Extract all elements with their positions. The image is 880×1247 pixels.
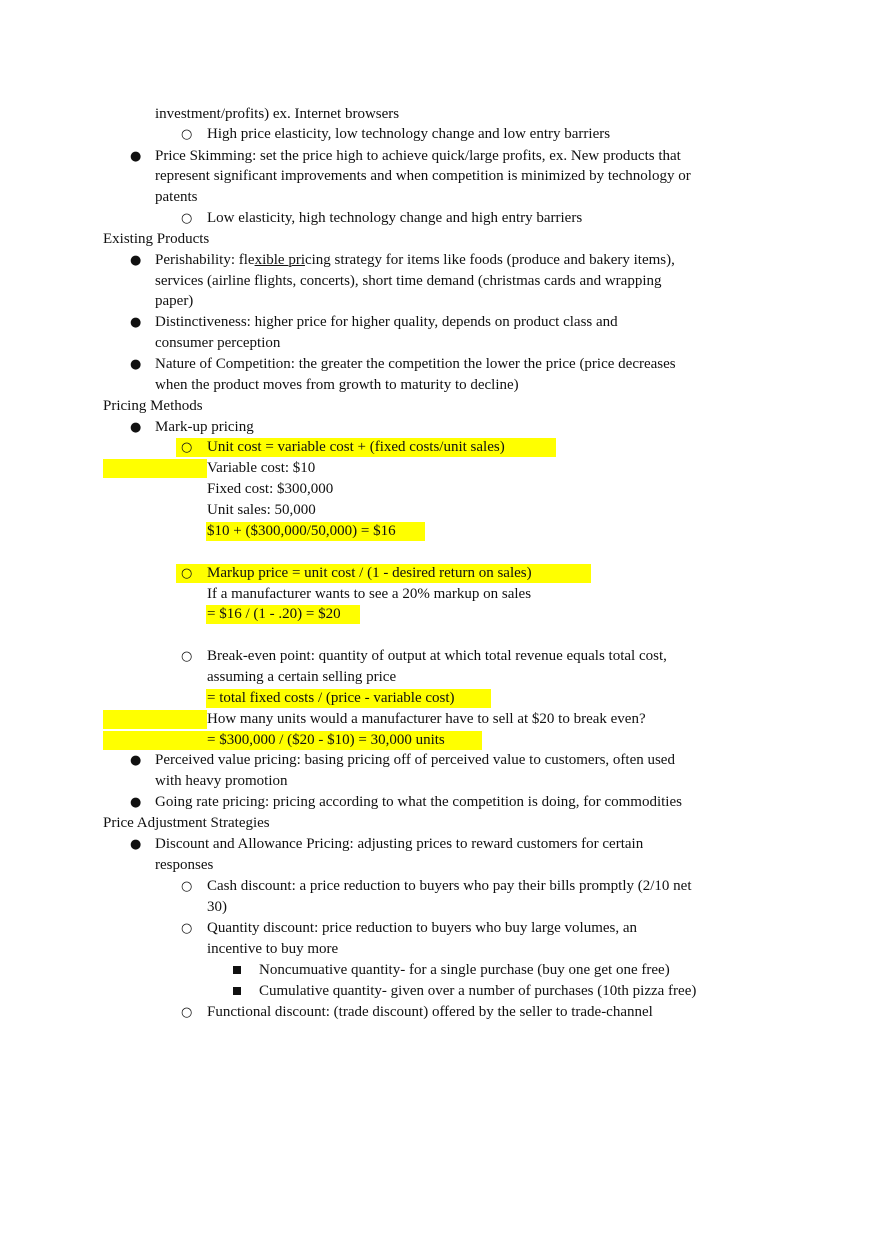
square-bullet-icon	[233, 987, 241, 995]
perishability-line-3: paper)	[155, 293, 194, 309]
bullet-icon: ●	[130, 795, 142, 810]
break-even-line-1: Break-even point: quantity of output at which total revenue equals total cost,	[207, 648, 667, 664]
going-rate-line: Going rate pricing: pricing according to what the competition is doing, for commodities	[155, 794, 682, 810]
bullet-icon: ●	[130, 357, 142, 372]
noncumulative-line: Noncumuative quantity- for a single purchase (buy one get one free)	[259, 962, 670, 978]
perishability-line-1	[155, 250, 675, 271]
perceived-value-line-1: Perceived value pricing: basing pricing off of perceived value to customers, often used	[155, 752, 675, 768]
fixed-cost-line: Fixed cost: $300,000	[207, 481, 334, 497]
skimming-line-2: represent significant improvements and when competition is minimized by technology or	[155, 168, 691, 184]
hollow-bullet-icon: ○	[181, 440, 193, 455]
discount-allowance-line-1: Discount and Allowance Pricing: adjusting prices to reward customers for certain	[155, 836, 644, 852]
skimming-line-3: patents	[155, 189, 198, 205]
hollow-bullet-icon: ○	[181, 649, 193, 664]
unit-cost-calculation: $10 + ($300,000/50,000) = $16	[207, 523, 396, 539]
break-even-question: How many units would a manufacturer have to sell at $20 to break even?	[207, 711, 646, 727]
perishability-line-2: services (airline flights, concerts), short time demand (christmas cards and wrapping	[155, 273, 662, 289]
penetration-subpoint: High price elasticity, low technology change and low entry barriers	[207, 126, 611, 142]
highlight-be-question-margin	[103, 710, 207, 729]
break-even-formula: = total fixed costs / (price - variable cost)	[207, 690, 455, 706]
variable-cost-line: Variable cost: $10	[207, 460, 316, 476]
existing-products-heading: Existing Products	[103, 231, 210, 247]
perceived-value-line-2: with heavy promotion	[155, 773, 288, 789]
cash-discount-line-2: 30)	[207, 899, 227, 915]
hollow-bullet-icon: ○	[181, 566, 193, 581]
bullet-icon: ●	[130, 253, 142, 268]
bullet-icon: ●	[130, 149, 142, 164]
markup-question: If a manufacturer wants to see a 20% markup on sales	[207, 586, 532, 602]
markup-calculation: = $16 / (1 - .20) = $20	[207, 606, 341, 622]
skimming-line-1: Price Skimming: set the price high to achieve quick/large profits, ex. New products that	[155, 148, 681, 164]
unit-cost-formula: Unit cost = variable cost + (fixed costs/unit sales)	[207, 439, 505, 455]
discount-allowance-line-2: responses	[155, 857, 214, 873]
distinctiveness-line-2: consumer perception	[155, 335, 281, 351]
cash-discount-line-1: Cash discount: a price reduction to buyers who pay their bills promptly (2/10 net	[207, 878, 692, 894]
hollow-bullet-icon: ○	[181, 921, 193, 936]
pricing-methods-heading: Pricing Methods	[103, 398, 203, 414]
skimming-subpoint: Low elasticity, high technology change and high entry barriers	[207, 210, 583, 226]
functional-discount-line: Functional discount: (trade discount) offered by the seller to trade-channel	[207, 1004, 653, 1020]
penetration-continuation: investment/profits) ex. Internet browsers	[155, 106, 400, 122]
break-even-calculation: = $300,000 / ($20 - $10) = 30,000 units	[207, 732, 445, 748]
markup-price-formula: Markup price = unit cost / (1 - desired return on sales)	[207, 565, 532, 581]
quantity-discount-line-1: Quantity discount: price reduction to buyers who buy large volumes, an	[207, 920, 638, 936]
perishability-underlined-text: xible pri	[254, 252, 305, 268]
highlight-variable-cost-margin	[103, 459, 207, 478]
bullet-icon: ●	[130, 315, 142, 330]
competition-line-1: Nature of Competition: the greater the competition the lower the price (price decreases	[155, 356, 676, 372]
quantity-discount-line-2: incentive to buy more	[207, 941, 339, 957]
hollow-bullet-icon: ○	[181, 1005, 193, 1020]
cumulative-line: Cumulative quantity- given over a number of purchases (10th pizza free)	[259, 983, 697, 999]
perishability-text-c: cing strategy for items like foods (produce and bakery items),	[304, 252, 675, 268]
bullet-icon: ●	[130, 420, 142, 435]
bullet-icon: ●	[130, 837, 142, 852]
break-even-line-2: assuming a certain selling price	[207, 669, 397, 685]
square-bullet-icon	[233, 966, 241, 974]
price-adjustment-heading: Price Adjustment Strategies	[103, 815, 270, 831]
distinctiveness-line-1: Distinctiveness: higher price for higher quality, depends on product class and	[155, 314, 618, 330]
competition-line-2: when the product moves from growth to maturity to decline)	[155, 377, 519, 393]
perishability-text-a: Perishability: fle	[155, 252, 255, 268]
unit-sales-line: Unit sales: 50,000	[207, 502, 316, 518]
bullet-icon: ●	[130, 753, 142, 768]
markup-pricing-item: Mark-up pricing	[155, 419, 254, 435]
hollow-bullet-icon: ○	[181, 127, 193, 142]
hollow-bullet-icon: ○	[181, 879, 193, 894]
hollow-bullet-icon: ○	[181, 211, 193, 226]
